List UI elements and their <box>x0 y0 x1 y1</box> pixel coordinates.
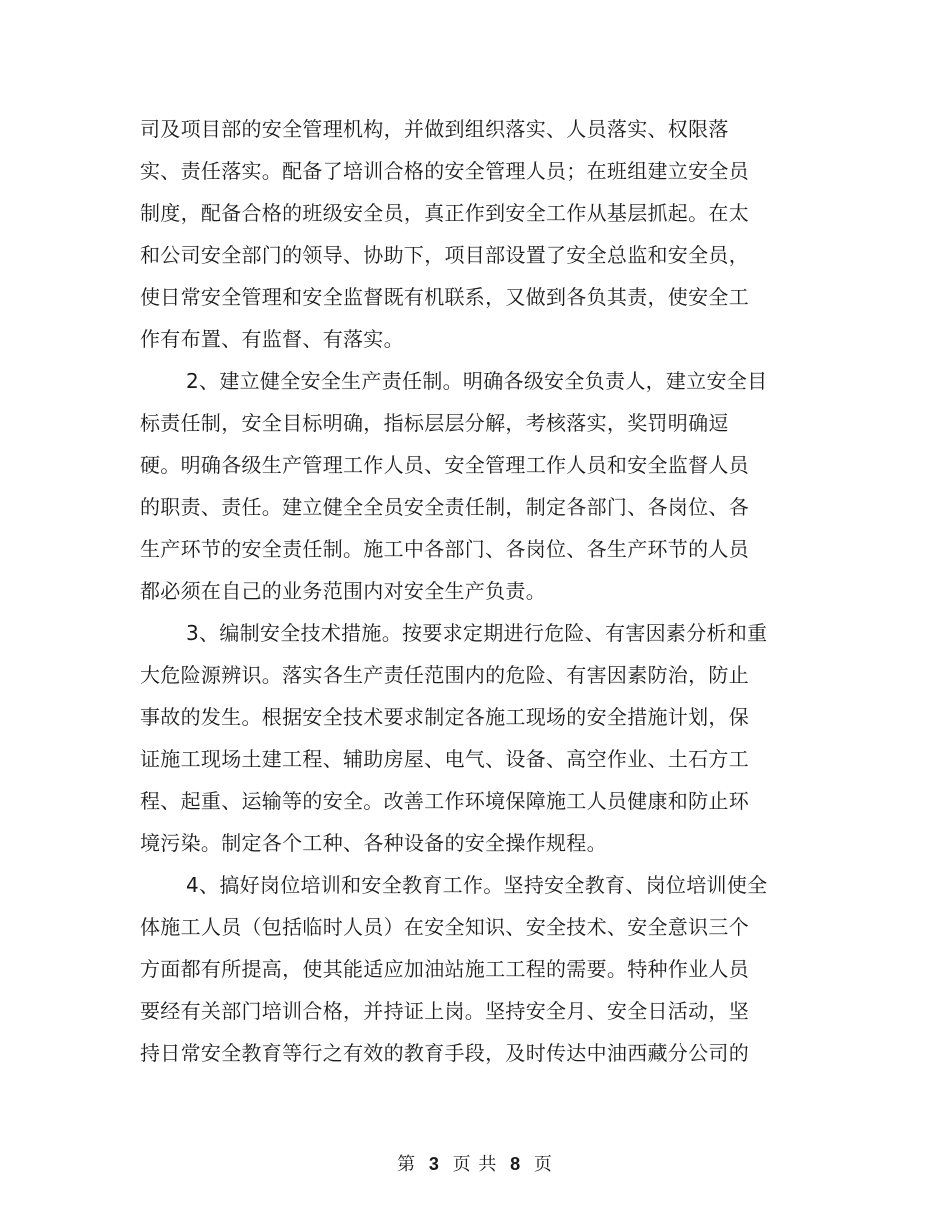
text-line: 证施工现场土建工程、辅助房屋、电气、设备、高空作业、土石方工 <box>140 747 749 771</box>
text-line: 境污染。制定各个工种、各种设备的安全操作规程。 <box>140 831 607 855</box>
text-line: 都必须在自己的业务范围内对安全生产负责。 <box>140 579 546 603</box>
text-line: 硬。明确各级生产管理工作人员、安全管理工作人员和安全监督人员 <box>140 453 749 477</box>
paragraph <box>140 864 770 1074</box>
paragraph <box>140 108 770 360</box>
paragraph <box>140 360 770 612</box>
body-text <box>140 108 770 1074</box>
page-footer <box>0 1149 950 1180</box>
text-line: 生产环节的安全责任制。施工中各部门、各岗位、各生产环节的人员 <box>140 537 749 561</box>
text-line: 要经有关部门培训合格，并持证上岗。坚持安全月、安全日活动，坚 <box>140 999 749 1023</box>
total-page-number: 8 <box>510 1154 522 1174</box>
text-line: 事故的发生。根据安全技术要求制定各施工现场的安全措施计划，保 <box>140 705 749 729</box>
text-line: 制度，配备合格的班级安全员，真正作到安全工作从基层抓起。在太 <box>140 201 749 225</box>
footer-middle: 页 共 <box>452 1154 498 1175</box>
text-line: 使日常安全管理和安全监督既有机联系，又做到各负其责，使安全工 <box>140 285 749 309</box>
text-line: 持日常安全教育等行之有效的教育手段，及时传达中油西藏分公司的 <box>140 1041 749 1065</box>
text-line: 体施工人员（包括临时人员）在安全知识、安全技术、安全意识三个 <box>140 915 749 939</box>
footer-suffix: 页 <box>533 1154 553 1175</box>
text-line: 4、搞好岗位培训和安全教育工作。坚持安全教育、岗位培训使全 <box>186 873 768 897</box>
current-page-number: 3 <box>428 1154 440 1174</box>
text-line: 方面都有所提高，使其能适应加油站施工工程的需要。特种作业人员 <box>140 957 749 981</box>
text-line: 3、编制安全技术措施。按要求定期进行危险、有害因素分析和重 <box>186 621 768 645</box>
text-line: 大危险源辨识。落实各生产责任范围内的危险、有害因素防治，防止 <box>140 663 749 687</box>
text-line: 和公司安全部门的领导、协助下，项目部设置了安全总监和安全员， <box>140 243 749 267</box>
text-line: 标责任制，安全目标明确，指标层层分解，考核落实，奖罚明确逗 <box>140 411 729 435</box>
text-line: 作有布置、有监督、有落实。 <box>140 327 404 351</box>
text-line: 程、起重、运输等的安全。改善工作环境保障施工人员健康和防止环 <box>140 789 749 813</box>
paragraph <box>140 612 770 864</box>
footer-prefix: 第 <box>397 1154 417 1175</box>
text-line: 司及项目部的安全管理机构，并做到组织落实、人员落实、权限落 <box>140 117 729 141</box>
text-line: 的职责、责任。建立健全全员安全责任制，制定各部门、各岗位、各 <box>140 495 749 519</box>
text-line: 2、建立健全安全生产责任制。明确各级安全负责人，建立安全目 <box>186 369 768 393</box>
text-line: 实、责任落实。配备了培训合格的安全管理人员；在班组建立安全员 <box>140 159 749 183</box>
